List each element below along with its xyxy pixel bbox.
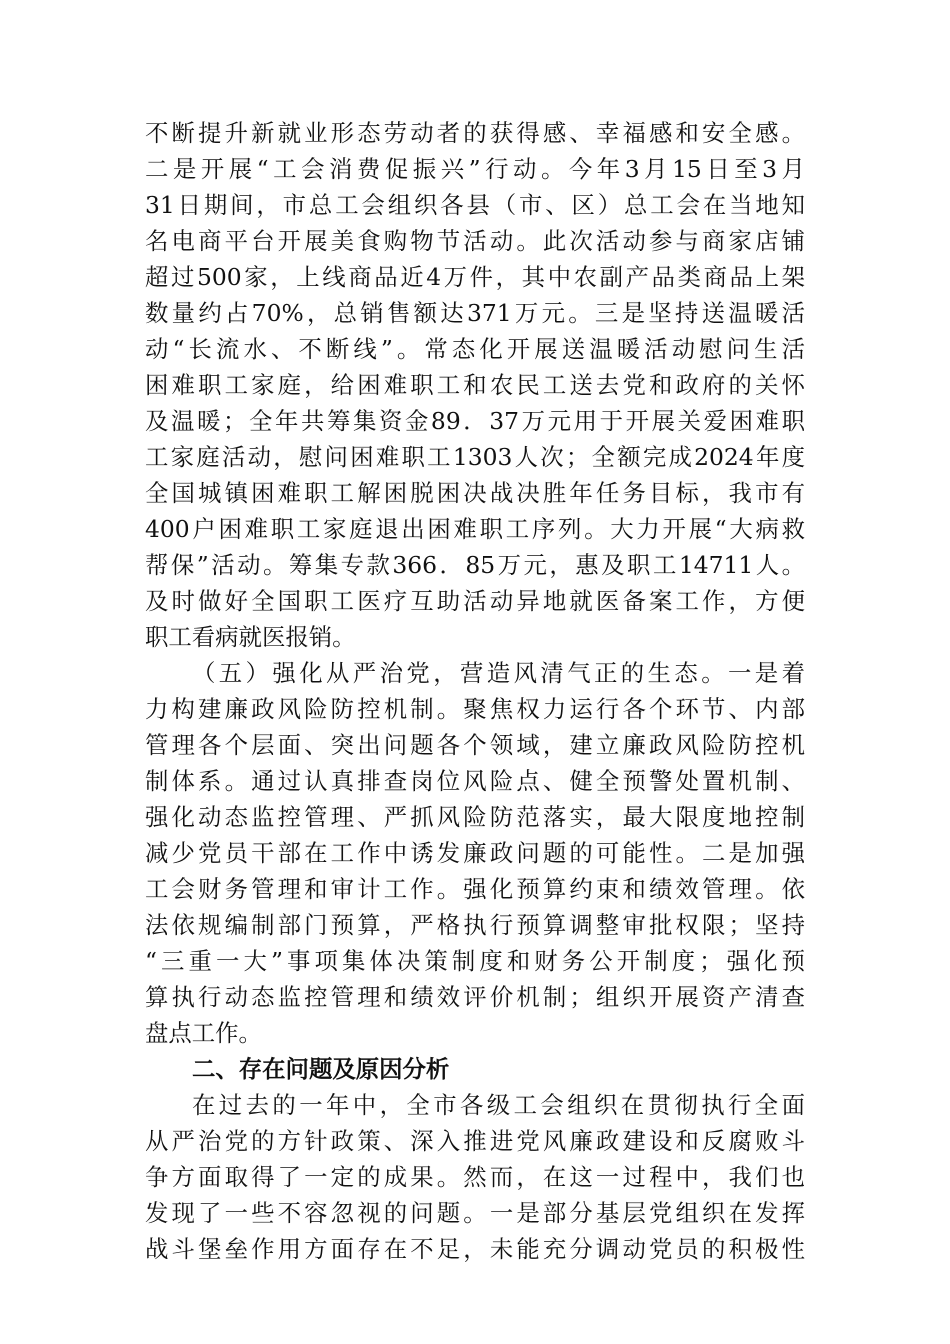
- text-line: 强化动态监控管理、严抓风险防范落实，最大限度地控制: [145, 803, 805, 831]
- text-line: 名电商平台开展美食购物节活动。此次活动参与商家店铺: [145, 227, 805, 255]
- text-line: 不断提升新就业形态劳动者的获得感、幸福感和安全感。: [145, 119, 805, 147]
- text-line: 超过500家，上线商品近4万件，其中农副产品类商品上架: [145, 263, 805, 291]
- text-line: “三重一大”事项集体决策制度和财务公开制度；强化预: [145, 947, 805, 975]
- text-line: 400户困难职工家庭退出困难职工序列。大力开展“大病救: [145, 515, 805, 543]
- text-line: 全国城镇困难职工解困脱困决战决胜年任务目标，我市有: [145, 479, 805, 507]
- text-line: 工会财务管理和审计工作。强化预算约束和绩效管理。依: [145, 875, 805, 903]
- text-line: 从严治党的方针政策、深入推进党风廉政建设和反腐败斗: [145, 1127, 805, 1155]
- text-line: 职工看病就医报销。: [145, 623, 356, 651]
- text-line: 管理各个层面、突出问题各个领域，建立廉政风险防控机: [145, 731, 805, 759]
- text-line: 数量约占70%，总销售额达371万元。三是坚持送温暖活: [145, 299, 805, 327]
- text-line: 力构建廉政风险防控机制。聚焦权力运行各个环节、内部: [145, 695, 805, 723]
- text-line: 算执行动态监控管理和绩效评价机制；组织开展资产清查: [145, 983, 805, 1011]
- text-line: 困难职工家庭，给困难职工和农民工送去党和政府的关怀: [145, 371, 805, 399]
- text-line: 减少党员干部在工作中诱发廉政问题的可能性。二是加强: [145, 839, 805, 867]
- section-heading: 二、存在问题及原因分析: [192, 1055, 450, 1083]
- text-line: 帮保”活动。筹集专款366．85万元，惠及职工14711人。: [145, 551, 805, 579]
- paragraph-first-line: 在过去的一年中，全市各级工会组织在贯彻执行全面: [192, 1091, 805, 1119]
- text-line: 及时做好全国职工医疗互助活动异地就医备案工作，方便: [145, 587, 805, 615]
- text-line: 工家庭活动，慰问困难职工1303人次；全额完成2024年度: [145, 443, 805, 471]
- text-line: 战斗堡垒作用方面存在不足，未能充分调动党员的积极性: [145, 1235, 805, 1263]
- text-line: 盘点工作。: [145, 1019, 262, 1047]
- text-line: 二是开展“工会消费促振兴”行动。今年3月15日至3月: [145, 155, 805, 183]
- text-line: 法依规编制部门预算，严格执行预算调整审批权限；坚持: [145, 911, 805, 939]
- text-line: 及温暖；全年共筹集资金89．37万元用于开展关爱困难职: [145, 407, 805, 435]
- text-line: 31日期间，市总工会组织各县（市、区）总工会在当地知: [145, 191, 805, 219]
- section-five-first-line: （五）强化从严治党，营造风清气正的生态。一是着: [192, 659, 805, 687]
- text-line: 争方面取得了一定的成果。然而，在这一过程中，我们也: [145, 1163, 805, 1191]
- text-line: 动“长流水、不断线”。常态化开展送温暖活动慰问生活: [145, 335, 805, 363]
- text-line: 制体系。通过认真排查岗位风险点、健全预警处置机制、: [145, 767, 805, 795]
- text-line: 发现了一些不容忽视的问题。一是部分基层党组织在发挥: [145, 1199, 805, 1227]
